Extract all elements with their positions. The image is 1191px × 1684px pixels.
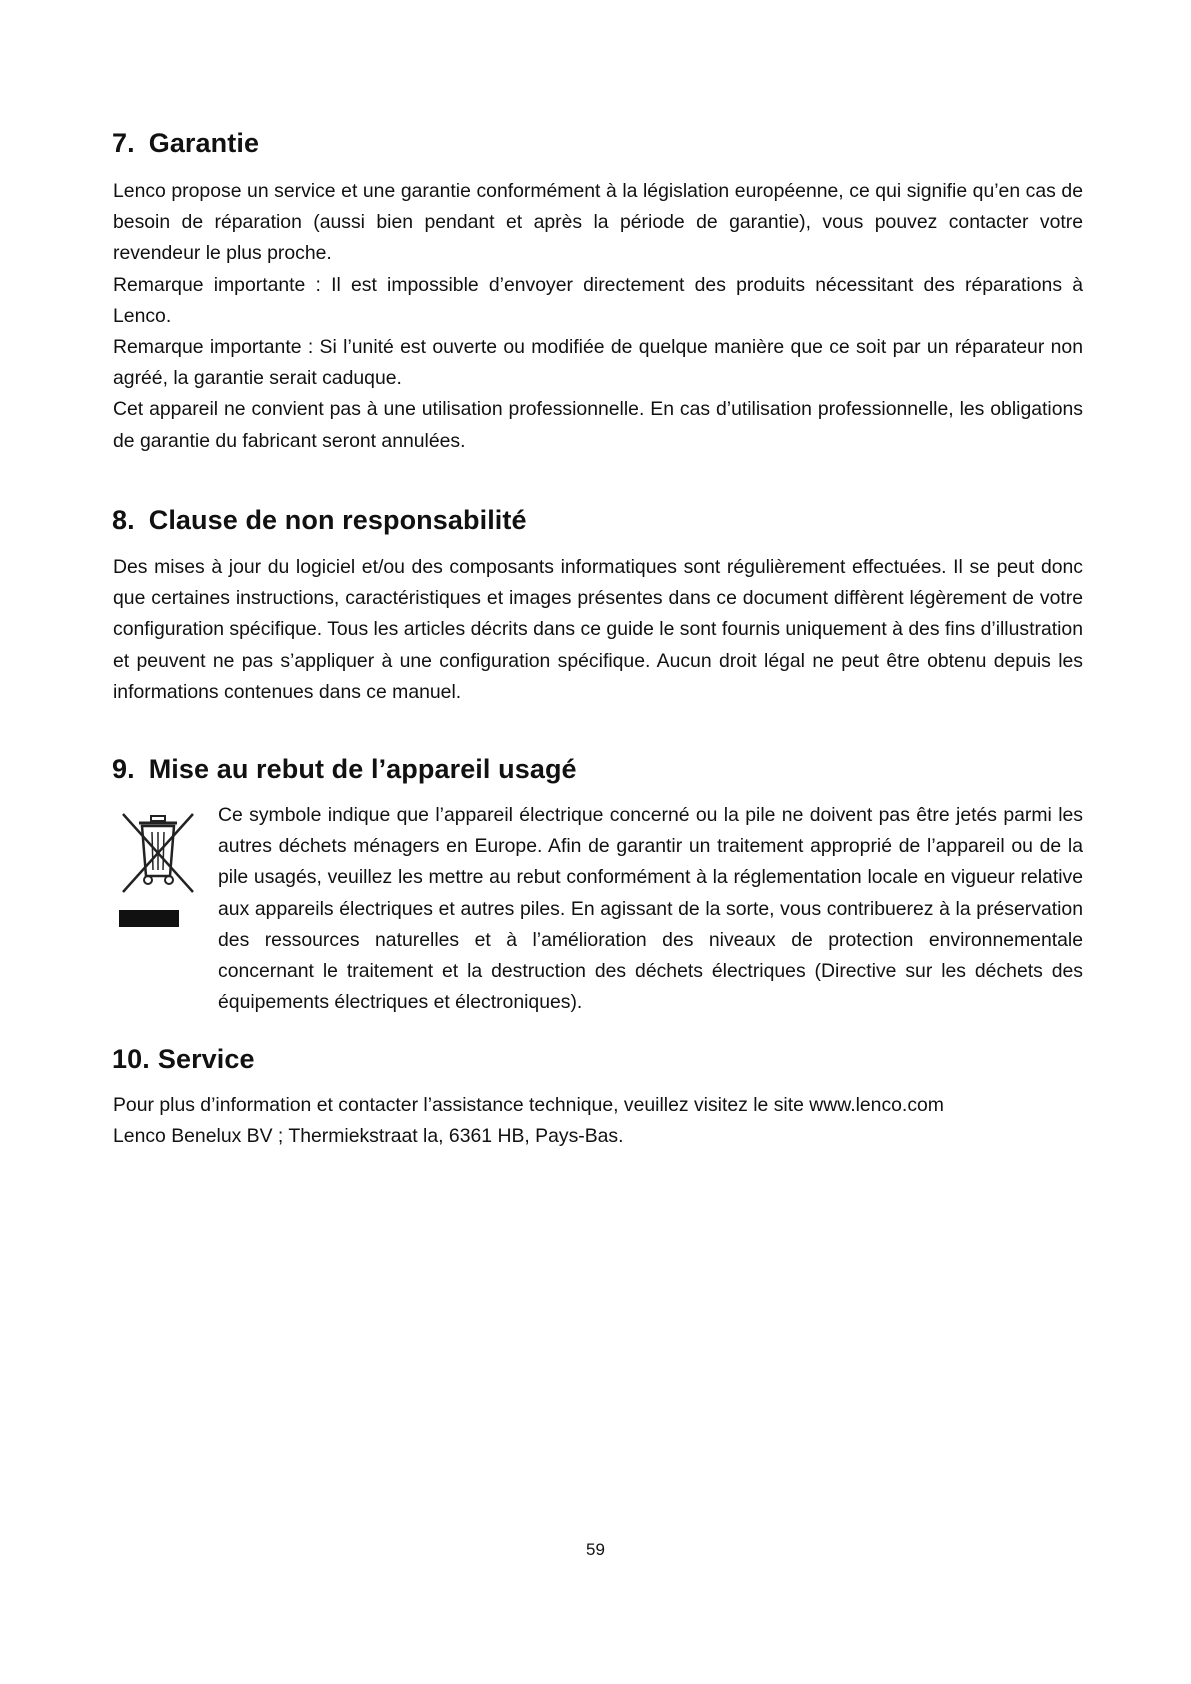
section-title: Mise au rebut de l’appareil usagé xyxy=(148,754,577,784)
section-9-heading xyxy=(112,754,577,785)
paragraph: Lenco Benelux BV ; Thermiekstraat la, 6361 HB, Pays-Bas. xyxy=(113,1125,624,1148)
section-8-body xyxy=(113,552,1083,708)
section-8-heading xyxy=(112,505,527,536)
paragraph: Remarque importante : Il est impossible d’envoyer directement des produits nécessitant des réparations à Lenco. xyxy=(113,273,1083,327)
paragraph: Lenco propose un service et une garantie conformément à la législation européenne, ce qui signifie qu’en cas de besoin de réparation (aussi bien pendant et après la période de garantie), vous pouvez contacter votre revendeur le plus proche. xyxy=(113,180,1083,265)
paragraph: Pour plus d’information et contacter l’assistance technique, veuillez visitez le site www.lenco.com xyxy=(113,1094,944,1116)
section-title: Garantie xyxy=(148,128,260,158)
weee-text: Ce symbole indique que l’appareil électrique concerné ou la pile ne doivent pas être jetés parmi les autres déchets ménagers en Europe. Afin de garantir un traitement approprié de l’appareil ou de la pile usagés, veuillez les mettre au rebut conformément à la réglementation locale en vigueur relative aux appareils électriques et autres piles. En agissant de la sorte, vous contribuerez à la préservation des ressources naturelles et à l’amélioration des niveaux de protection environnementale concernant le traitement et la destruction des déchets électriques (Directive sur les déchets des équipements électriques et électroniques). xyxy=(218,804,1083,1014)
page-number: 59 xyxy=(586,1540,605,1559)
section-7-body xyxy=(113,176,1083,457)
section-10-body xyxy=(113,1090,1083,1152)
section-7-heading xyxy=(112,128,259,159)
section-number: 8. xyxy=(112,505,135,535)
section-title: Service xyxy=(157,1044,255,1074)
section-number: 9. xyxy=(112,754,135,784)
section-title: Clause de non responsabilité xyxy=(148,505,527,535)
paragraph: Cet appareil ne convient pas à une utilisation professionnelle. En cas d’utilisation professionnelle, les obligations de garantie du fabricant seront annulées. xyxy=(113,398,1083,452)
paragraph: Des mises à jour du logiciel et/ou des composants informatiques sont régulièrement effectuées. Il se peut donc que certaines instructions, caractéristiques et images présentes dans ce document diffèrent légèrement de votre configuration spécifique. Tous les articles décrits dans ce guide le sont fournis uniquement à des fins d’illustration et peuvent ne pas s’appliquer à une configuration spécifique. Aucun droit légal ne peut être obtenu depuis les informations contenues dans ce manuel. xyxy=(113,556,1083,703)
weee-crossed-out-bin-icon xyxy=(119,810,197,928)
section-10-heading xyxy=(112,1044,255,1075)
section-number: 10. xyxy=(112,1044,150,1074)
section-number: 7. xyxy=(112,128,135,158)
paragraph: Remarque importante : Si l’unité est ouverte ou modifiée de quelque manière que ce soit par un réparateur non agréé, la garantie serait caduque. xyxy=(113,336,1083,390)
